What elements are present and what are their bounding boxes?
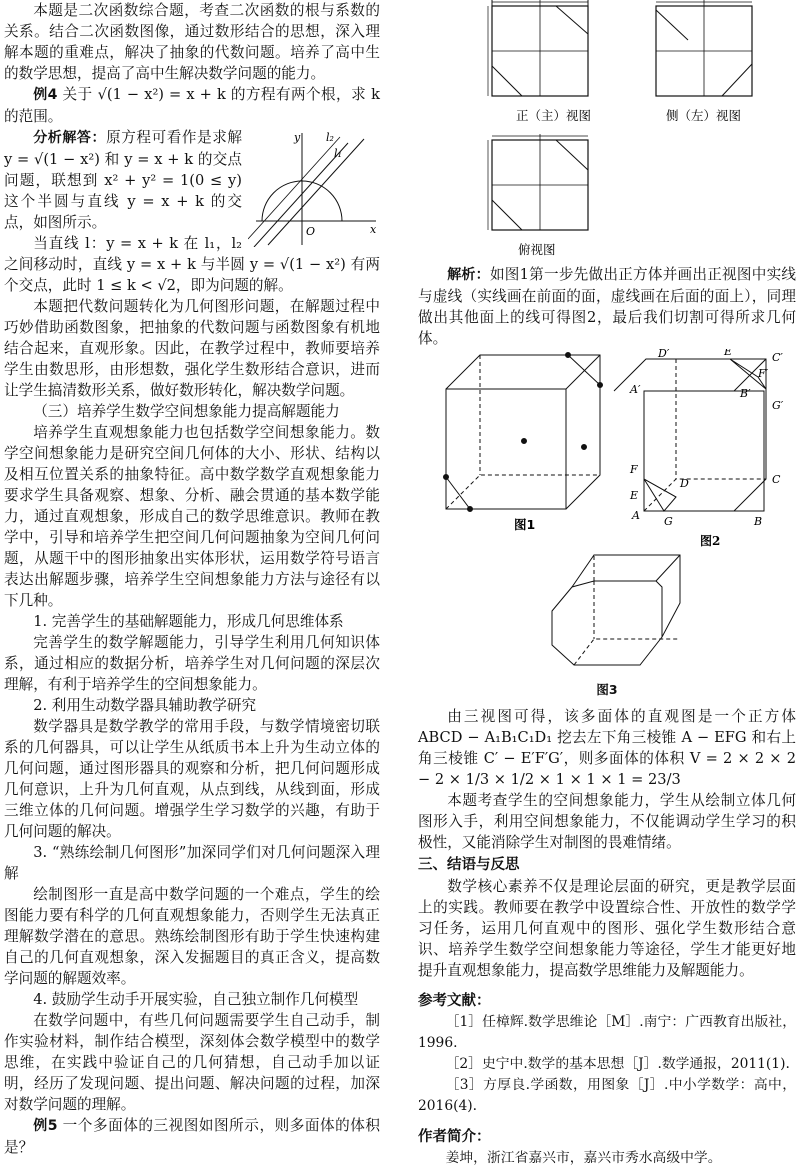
example-4 [4, 84, 380, 127]
reference-item: ［2］史宁中.数学的基本思想［J］.数学通报，2011(1). [445, 1056, 790, 1072]
example-text: 一个多面体的三视图如图所示，则多面体的体积是？ [4, 1117, 380, 1156]
reference-item: ［3］方厚良.学函数，用图象［J］.中小学数学：高中，2016(4). [418, 1077, 796, 1114]
paragraph: 数学核心素养不仅是理论层面的研究，更是教学层面上的实践。教师要在教学中设置综合性、开放性的数学学习任务，运用几何直观中的图形、强化学生数形结合意识、培养学生数学空间想象能力等途径，学生才能更好地提升直观想象能力，提高数学思维能力及解题能力。 [418, 878, 796, 979]
analysis-label: 解析： [447, 267, 490, 283]
analysis-text: 如图1第一步先做出正方体并画出正视图中实线与虚线（实线画在前面的面，虚线画在后面的面上），同理做出其他面上的线可得图2，最后我们切割可得所求几何体。 [418, 266, 797, 347]
svg-text:A′: A′ [630, 383, 641, 396]
svg-text:G: G [664, 515, 673, 528]
figure-3-polyhedron [552, 555, 680, 665]
paragraph: 培养学生直观想象能力也包括数学空间想象能力。数学空间想象能力是研究空间几何体的大小、形状、结构以及相互位置关系的抽象特征。高中数学数学直观想象能力要求学生具备观察、想象、分析、融会贯通的基本数学能力，通过直观想象，形成自己的数学思维意识。教师在教学中，引导和培养学生把空间几何问题抽象为空间几何问题，从题干中的图形抽象出实体形状，运用数学符号语言表达出解题步骤，培养学生空间想象能力方法与途径有以下几种。 [4, 424, 380, 609]
paragraph: 本题把代数问题转化为几何图形问题，在解题过程中巧妙借助函数图象，把抽象的代数问题与函数图象有机地结合起来，直观形象。因此，在教学过程中，教师要培养学生由数思形，由形想数，强化学生数形结合意识，进而让学生搞清数形关系，做好数形转化，解决数学问题。 [4, 298, 380, 399]
subsection-heading: 3. “熟练绘制几何图形”加深同学们对几何问题深入理解 [4, 844, 380, 882]
line-l1 [248, 137, 340, 239]
paragraph: 当直线 l：y = x + k 在 l₁，l₂ 之间移动时，直线 y = x + k 与半圆 y = √(1 − x²) 有两个交点，此时 1 ≤ k < √2，即为问题的解。 [4, 235, 380, 294]
label-y: y [294, 131, 301, 144]
label-x: x [370, 223, 377, 236]
top-view-label: 俯视图 [518, 242, 556, 257]
cube-figures [418, 349, 796, 675]
svg-text:E: E [630, 489, 639, 502]
paragraph: 绘制图形一直是高中数学问题的一个难点，学生的绘图能力要有科学的几何直观想象能力，否则学生无法真正理解数学潜在的意思。熟练绘制图形有助于学生快速构建自己的几何直观想象，深入发掘题目的真正含义，提高数学问题的解题效率。 [4, 886, 380, 987]
section-heading: （三）培养学生数学空间想象能力提高解题能力 [33, 403, 340, 420]
analysis-text: 原方程可看作是求解 y = √(1 − x²) 和 y = x + k 的交点问题，联想到 x² + y² = 1(0 ≤ y) 这个半圆与直线 y = x + k 的交点，如图所示。 [4, 129, 242, 231]
label-o: O [306, 225, 316, 238]
svg-text:B: B [754, 515, 763, 528]
label-l1: l₁ [334, 147, 342, 160]
paragraph: 数学器具是数学教学的常用手段，与数学情境密切联系的几何器具，可以让学生从纸质书本上升为生动立体的几何问题，通过图形器具的观察和分析，把几何问题形成几何意识，上升为几何直观，从点到线，从线到面，形成三维立体的几何问题。增强学生学习数学的兴趣，有助于几何问题的解决。 [4, 718, 380, 840]
analysis-label: 分析解答： [33, 130, 107, 146]
paragraph: 本题考查学生的空间想象能力，学生从绘制立体几何图形入手，利用空间想象能力，不仅能调动学生学习的积极性，又能消除学生对制图的畏难情绪。 [418, 792, 796, 851]
right-column [418, 0, 796, 1168]
figure-3-caption: 图3 [596, 682, 618, 697]
svg-text:C′: C′ [772, 351, 783, 364]
figure-2-labels [629, 349, 784, 528]
svg-text:C: C [772, 473, 781, 486]
section-heading: 三、结语与反思 [418, 857, 520, 873]
three-views-figure [418, 0, 796, 258]
svg-text:F: F [630, 463, 638, 476]
svg-text:F′: F′ [758, 367, 769, 380]
subsection-heading: 2. 利用生动数学器具辅助教学研究 [33, 697, 257, 714]
subsection-heading: 4. 鼓励学生动手开展实验，自己独立制作几何模型 [33, 991, 359, 1008]
reference-item: ［1］任樟辉.数学思维论［M］.南宁：广西教育出版社，1996. [418, 1014, 796, 1051]
svg-text:G′: G′ [772, 399, 784, 412]
svg-text:E′: E′ [724, 349, 735, 358]
svg-text:A: A [632, 509, 640, 522]
svg-text:B′: B′ [740, 387, 751, 400]
analysis [418, 264, 796, 349]
references-heading: 参考文献： [418, 993, 491, 1009]
paragraph: 在数学问题中，有些几何问题需要学生自己动手，制作实验材料，制作结合模型，深刻体会数学模型中的数学思维，在实践中验证自己的几何猜想，自己动手加以证明，经历了发现问题、提出问题、解决问题的过程，加深对数学问题的理解。 [4, 1012, 380, 1113]
example-text: 关于 √(1 − x²) = x + k 的方程有两个根，求 k 的范围。 [4, 86, 381, 125]
label-l2: l₂ [326, 131, 334, 144]
figure-2-caption: 图2 [700, 534, 721, 548]
figure-1-caption: 图1 [514, 517, 536, 532]
figure-1-cube [444, 353, 603, 512]
paragraph: 本题是二次函数综合题，考查二次函数的根与系数的关系。结合二次函数图像，通过数形结合的思想，深入理解本题的重难点，解决了抽象的代数问题。培养了高中生的数学思想，提高了高中生解决数学问题的能力。 [4, 2, 380, 82]
front-view [488, 0, 588, 96]
semicircle-lines-graph [248, 129, 380, 247]
left-column [4, 0, 380, 1158]
side-view [656, 0, 752, 96]
svg-text:D: D [680, 477, 689, 490]
top-view [488, 134, 588, 230]
example-5 [4, 1115, 380, 1158]
paragraph: 由三视图可得，该多面体的直观图是一个正方体 ABCD − A₁B₁C₁D₁ 挖去左下角三棱锥 A − EFG 和右上角三棱锥 C′ − E′F′G′，则多面体的体积 V = 2 × 2 × 2 − 2 × 1/3 × 1/2 × 1 × 1 × 1 = 23/3 [418, 708, 796, 788]
author-heading: 作者简介： [418, 1129, 491, 1145]
author-info: 姜坤，浙江省嘉兴市，嘉兴市秀水高级中学。 [445, 1150, 722, 1166]
side-view-label: 侧（左）视图 [666, 108, 742, 123]
subsection-heading: 1. 完善学生的基础解题能力，形成几何思维体系 [33, 613, 344, 630]
example-label: 例4 [33, 87, 58, 103]
svg-text:D′: D′ [658, 349, 670, 360]
example-label: 例5 [33, 1118, 58, 1134]
line-l [268, 139, 364, 245]
front-view-label: 正（主）视图 [516, 108, 592, 123]
paragraph: 完善学生的数学解题能力，引导学生利用几何知识体系，通过相应的数据分析，培养学生对几何问题的深层次理解，有利于培养学生的空间想象能力。 [4, 634, 380, 693]
